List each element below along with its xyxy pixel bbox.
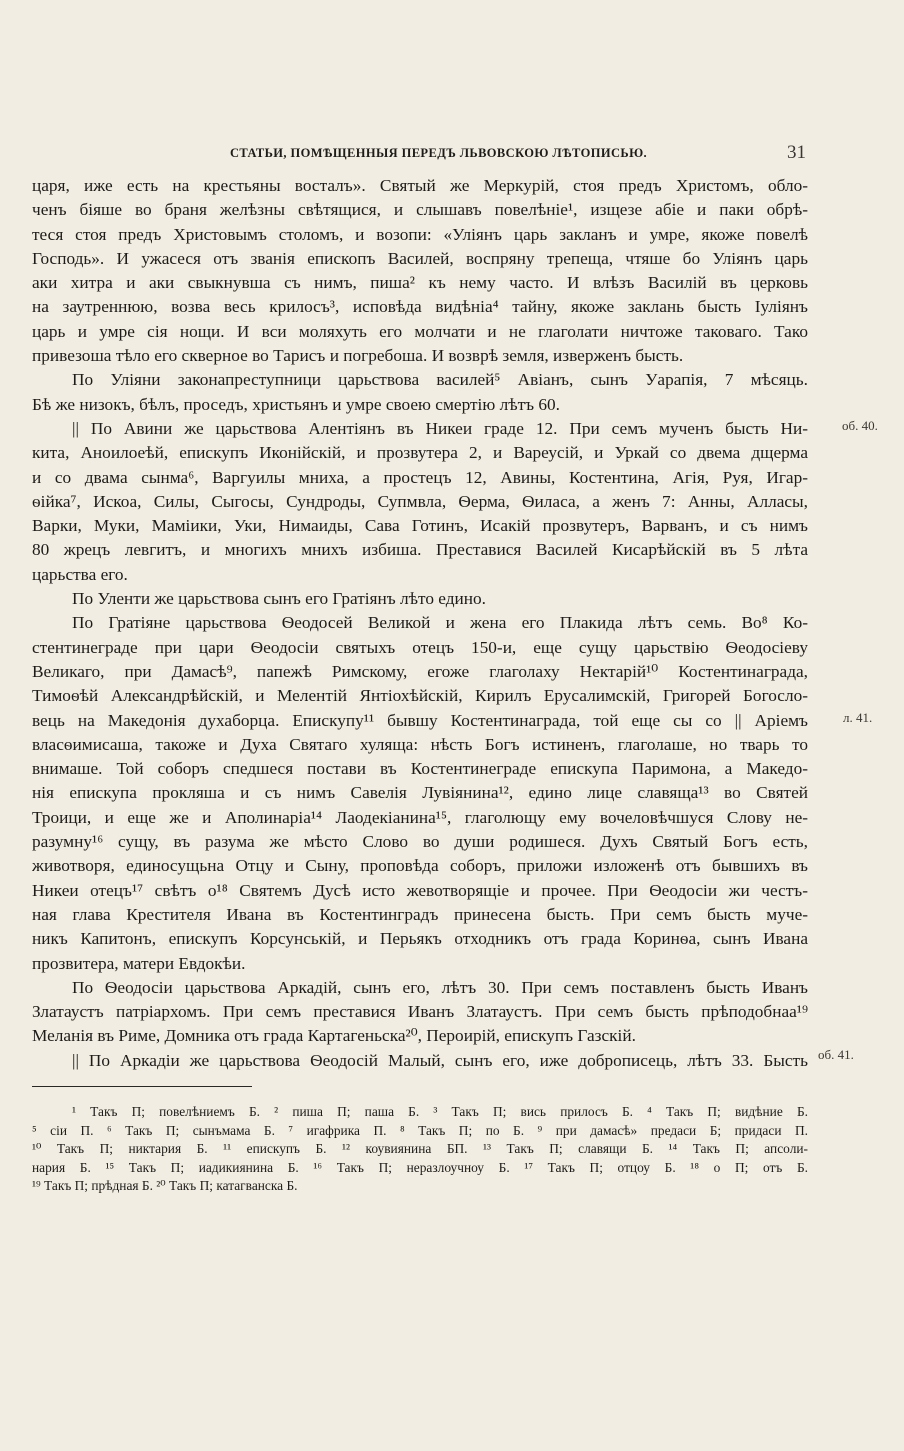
text-line: По Уліяни законапреступници царьствова василей⁵ Авіанъ, сынъ Уарапія, 7 мѣсяць. [72, 370, 808, 390]
footnote-line: нария Б. ¹⁵ Такъ П; иадикиянина Б. ¹⁶ Такъ П; неразлоучноу Б. ¹⁷ Такъ П; отцоу Б. ¹⁸ о П; отъ Б. [32, 1159, 808, 1175]
text-line: никъ Капитонъ, епискупъ Корсунській, и Перьякъ отходникъ отъ града Коринѳа, сынъ Ивана [32, 929, 808, 949]
text-line: теся стоя предъ Христовымъ столомъ, и возопи: «Уліянъ царь закланъ и умре, якоже повелѣ [32, 224, 808, 244]
text-line: царь и умре сія нощи. И вси моляхуть его молчати и не глаголати ничтоже таковаго. Тако [32, 321, 808, 341]
text-line: на заутреннюю, возва весь крилосъ³, исповѣда видѣніа⁴ тайну, якоже заклань бысть Іуліянъ [32, 297, 808, 317]
text-line: и со двама сынма⁶, Варгуилы мниха, а простецъ 12, Авины, Костентина, Агія, Руя, Игар- [32, 467, 808, 487]
text-line: Тимоѳѣй Александрѣйскій, и Мелентій Янтіохѣйскій, Кирилъ Ерусалимскій, Григорей Богосло- [32, 686, 808, 706]
footnote-line: ¹⁹ Такъ П; прѣдная Б. ²⁰ Такъ П; катагванска Б. [32, 1178, 298, 1194]
footnote-divider [32, 1086, 252, 1087]
text-line: Никеи отецъ¹⁷ свѣтъ о¹⁸ Святемъ Дусѣ исто жевотворящіе и прочее. При Ѳеодосіи жи честъ- [32, 880, 808, 900]
text-line: По Уленти же царьствова сынъ его Гратіянъ лѣто едино. [72, 589, 486, 609]
text-line: Бѣ же низокъ, бѣлъ, проседъ, христьянъ и умре своею смертію лѣтъ 60. [32, 394, 560, 414]
text-line: вець на Македонія духаборца. Епискупу¹¹ бывшу Костентинаграда, той еще сы со || Аріемъ [32, 710, 808, 730]
folio-note: л. 41. [843, 710, 873, 725]
text-line: 80 жрецъ левгитъ, и многихъ мнихъ избиша. Преставися Василей Кисарѣйскій въ 5 лѣта [32, 540, 808, 560]
text-line: ѳійка⁷, Искоа, Силы, Сыгосы, Сундроды, Супмвла, Ѳерма, Ѳиласа, а женъ 7: Анны, Алласы, [32, 491, 808, 511]
text-line: ченъ біяше во браня желѣзны свѣтящися, и слышавъ повелѣніе¹, изщезе абіе и паки обрѣ- [32, 200, 808, 220]
text-line: аки хитра и аки свыкнувша съ нимъ, пиша² къ нему часто. И влѣзъ Василій въ церковь [32, 273, 808, 293]
footnotes [32, 1103, 808, 1196]
running-title: СТАТЬИ, ПОМѢЩЕННЫЯ ПЕРЕДЪ ЛЬВОВСКОЮ ЛѢТОПИСЬЮ. [230, 146, 648, 160]
text-line: кита, Аноилоеѣй, епискупъ Иконійскій, и прозвутера 2, и Вареусій, и Уркай со двема дщерма [32, 443, 808, 463]
text-line: животворя, единосущьна Отцу и Сыну, проповѣда соборъ, приложи изложенѣ отъ бывшихъ въ [32, 856, 808, 876]
text-line: Меланія въ Риме, Домника отъ града Картагеньска²⁰, Пероирій, епискупъ Газскій. [32, 1026, 636, 1046]
text-line: власѳимисаша, такоже и Духа Святаго хуляща: нѣсть Богъ истиненъ, глаголаше, но тварь то [32, 734, 808, 754]
text-line: По Гратіяне царьствова Ѳеодосей Великой и жена его Плакида лѣтъ семь. Во⁸ Ко- [72, 613, 808, 633]
folio-note: об. 41. [818, 1047, 854, 1062]
footnote-line: ⁵ сіи П. ⁶ Такъ П; сынъмама Б. ⁷ игафрика П. ⁸ Такъ П; по Б. ⁹ при дамасѣ» предаси Б; придаси П. [32, 1122, 808, 1138]
text-line: По Ѳеодосіи царьствова Аркадій, сынъ его, лѣтъ 30. При семъ поставленъ бысть Иванъ [72, 977, 808, 997]
main-text [32, 174, 808, 1073]
footnote-line: ¹⁰ Такъ П; никтария Б. ¹¹ епискупъ Б. ¹² коувиянина БП. ¹³ Такъ П; славящи Б. ¹⁴ Такъ П; апсоли- [32, 1141, 808, 1157]
folio-note: об. 40. [842, 418, 878, 433]
running-header [230, 142, 806, 164]
text-line: || По Аркадіи же царьствова Ѳеодосій Малый, сынъ его, иже доброписець, лѣтъ 33. Бысть [72, 1050, 808, 1070]
text-line: Варки, Муки, Маміики, Уки, Нимаиды, Сава Готинъ, Исакій прозвутеръ, Варванъ, и съ нимъ [32, 516, 808, 536]
text-line: разумну¹⁶ сущу, въ разума же мѣсто Слово во души родишеся. Духъ Святый Богъ есть, [32, 832, 808, 852]
text-line: нія епискупа прокляша и съ нимъ Савелія Лувіянина¹², едино лице славяща¹³ во Святей [32, 783, 808, 803]
text-line: привезоша тѣло его скверное во Тарисъ и погребоша. И возврѣ земля, изверженъ бысть. [32, 346, 684, 366]
text-line: || По Авини же царьствова Алентіянъ въ Никеи граде 12. При семъ мученъ бысть Ни- [72, 418, 808, 438]
text-line: внимаше. Той соборъ спедшеся постави въ Костентинеграде епискупа Паримона, а Македо- [32, 759, 808, 779]
text-line: Златаустъ патріархомъ. При семъ преставися Иванъ Златаустъ. При семъ бысть прѣподобнаа¹⁹ [32, 1002, 808, 1022]
text-line: стентинеграде при цари Ѳеодосіи святыхъ отецъ 150-и, еще сущу царьствію Ѳеодосіеву [32, 637, 808, 657]
text-line: Господь». И ужасеся отъ званія епископъ Василей, воспряну трепеща, чтяше бо Уліянъ царь [32, 248, 808, 268]
text-line: царя, иже есть на крестьяны восталъ». Святый же Меркурій, стоя предъ Христомъ, обло- [32, 176, 808, 195]
text-line: Великаго, при Дамасѣ⁹, папежѣ Римскому, егоже глаголаху Нектарій¹⁰ Костентинаграда, [32, 661, 808, 681]
text-line: Троици, и еще же и Аполинаріа¹⁴ Лаодекіанина¹⁵, глаголющу ему вочеловѣчшуся Слову не- [32, 807, 808, 827]
text-line: ная глава Крестителя Ивана въ Костентинградъ принесена бысть. При семъ бысть муче- [32, 904, 808, 924]
footnote-line: ¹ Такъ П; повелѣниемъ Б. ² пиша П; паша Б. ³ Такъ П; вись прилосъ Б. ⁴ Такъ П; видѣние Б. [72, 1104, 808, 1119]
text-line: царьства его. [32, 564, 128, 584]
text-line: прозвитера, матери Евдокѣи. [32, 953, 246, 973]
page-number: 31 [787, 142, 806, 163]
